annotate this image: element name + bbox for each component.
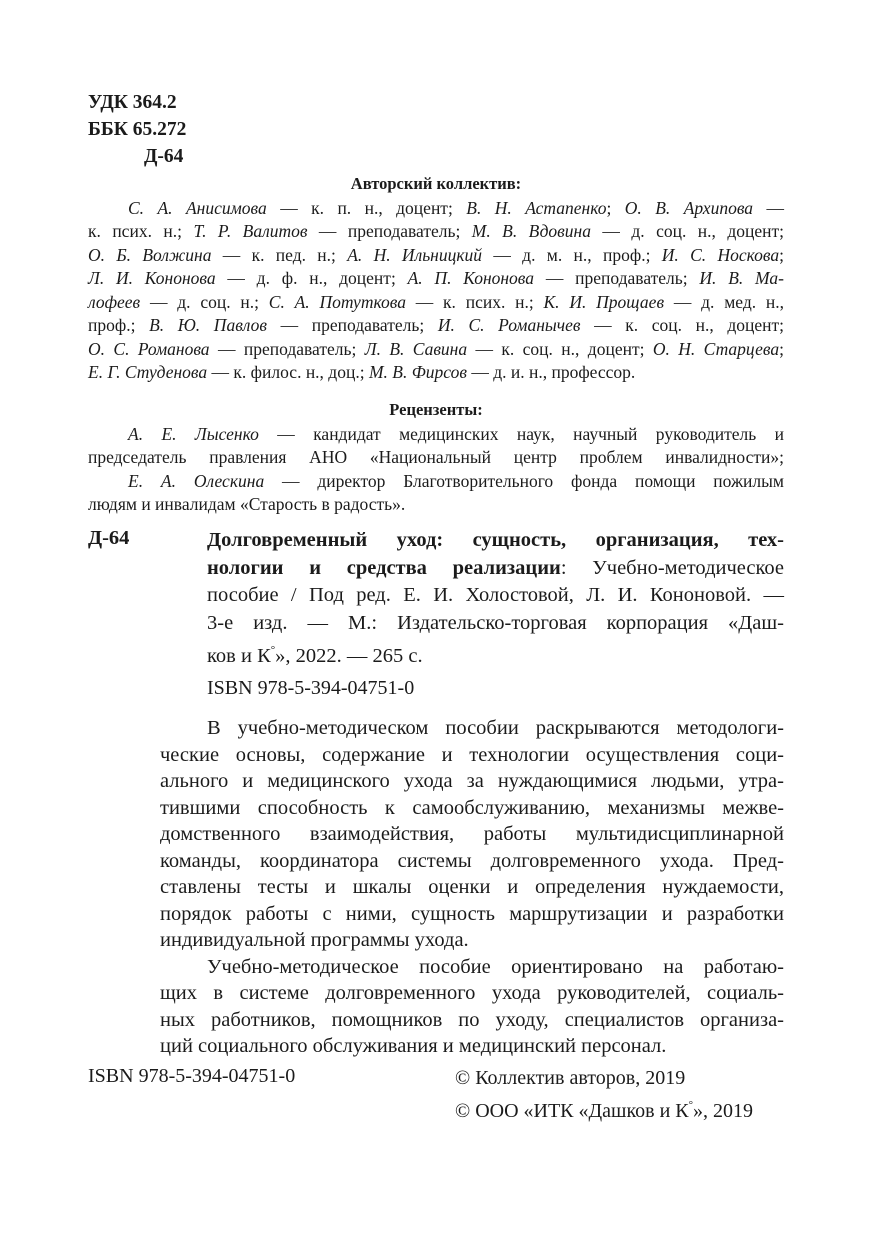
person-name: лофеев — [88, 291, 141, 312]
person-name: А. Е. Лысенко — [128, 423, 259, 444]
person-details: — преподаватель; — [307, 221, 472, 241]
person-name: И. С. Носкова — [661, 244, 780, 265]
person-details: председатель правления АНО «Национальный центр проблем инвалидности»; — [88, 447, 784, 467]
classification-codes — [88, 89, 186, 170]
entry-code: Д-64 — [88, 527, 130, 549]
person-name: И. В. Ма- — [699, 268, 784, 288]
authors-title: Авторский коллектив: — [350, 174, 522, 193]
person-name: О. Б. Волжина — [88, 244, 212, 265]
person-details: ; — [779, 338, 784, 359]
person-details: — д. мед. н., — [664, 291, 785, 312]
authors-line — [88, 338, 784, 362]
person-details: — к. соц. н., доцент; — [467, 338, 653, 359]
person-details: ; — [606, 197, 625, 218]
annotation-line: порядок работы с ними, сущность маршрутизации и разработки — [160, 902, 784, 925]
person-details: — к. пед. н.; — [211, 244, 348, 265]
annotation — [160, 715, 784, 1060]
person-details: — — [753, 197, 784, 218]
person-name: А. П. Кононова — [407, 268, 535, 288]
isbn-footer: ISBN 978-5-394-04751-0 — [88, 1065, 296, 1087]
person-name: А. Н. Ильницкий — [347, 244, 483, 265]
reviewers-title: Рецензенты: — [389, 400, 483, 419]
annotation-paragraph-2 — [160, 954, 784, 1060]
book-title-part2: нологии и средства реализации — [207, 556, 561, 579]
authors-line — [88, 314, 784, 338]
person-details: — к. соц. н., доцент; — [580, 315, 784, 335]
book-editors: пособие / Под ред. Е. И. Холостовой, Л. И. Кононовой. — — [207, 584, 784, 606]
person-details: — д. соц. н., доцент; — [590, 221, 784, 241]
annotation-line: Учебно-методическое пособие ориентировано на работаю- — [207, 955, 784, 978]
authors-line — [88, 291, 784, 315]
copyright-publisher — [455, 1092, 753, 1125]
annotation-line: ных работников, помощников по уходу, специалистов организа- — [160, 1008, 784, 1031]
person-name: Л. И. Кононова — [88, 268, 216, 288]
person-details: — д. соц. н.; — [140, 291, 269, 312]
annotation-line: ального и медицинского ухода за нуждающимися людьми, утра- — [160, 770, 784, 792]
annotation-line: ческие основы, содержание и технологии осуществления соци- — [160, 743, 784, 766]
person-name: М. В. Фирсов — [368, 362, 467, 382]
reviewers-line — [88, 470, 784, 494]
reviewers-list — [88, 423, 784, 517]
person-details: — к. п. н., доцент; — [266, 197, 467, 218]
udk-code: УДК 364.2 — [88, 92, 177, 113]
person-details: — кандидат медицинских наук, научный руководитель и — [258, 423, 784, 444]
person-name: В. Н. Астапенко — [466, 197, 607, 218]
person-name: С. А. Потуткова — [268, 291, 406, 312]
book-title-part1: Долговременный уход: сущность, организация, тех- — [207, 529, 784, 551]
person-name: С. А. Анисимова — [128, 197, 267, 218]
person-name: Е. Г. Студенова — [88, 362, 208, 382]
annotation-line: В учебно-методическом пособии раскрываются методологи- — [207, 717, 784, 739]
person-details: — д. ф. н., доцент; — [215, 268, 408, 288]
reviewers-line — [88, 446, 784, 470]
bibliographic-entry — [207, 527, 784, 671]
person-details: — преподаватель; — [266, 315, 438, 335]
annotation-line: щих в системе долговременного ухода руководителей, социаль- — [160, 982, 784, 1004]
publisher-name-end: ков и К — [207, 645, 271, 667]
person-details: — преподаватель; — [534, 268, 700, 288]
person-name: Т. Р. Валитов — [193, 221, 308, 241]
degree-mark: ° — [688, 1099, 694, 1111]
person-details: — преподаватель; — [209, 338, 365, 359]
person-name: Л. В. Савина — [364, 338, 468, 359]
person-name: В. Ю. Павлов — [149, 315, 267, 335]
book-publisher: 3-е изд. — М.: Издательско-торговая корпорация «Даш- — [207, 611, 784, 634]
person-details: ; — [779, 244, 784, 265]
reviewers-block — [88, 398, 784, 517]
person-details: к. псих. н.; — [88, 221, 194, 241]
copyright-block — [455, 1065, 753, 1125]
authors-line — [88, 267, 784, 291]
copyright-publisher-text: © ООО «ИТК «Дашков и К — [455, 1100, 689, 1122]
person-details: — к. филос. н., доц.; — [207, 362, 369, 382]
annotation-line: ставлены тесты и шкалы оценки и определения нуждаемости, — [160, 876, 784, 898]
person-details: проф.; — [88, 315, 150, 335]
person-name: М. В. Вдовина — [471, 221, 591, 241]
person-name: Е. А. Олескина — [128, 470, 265, 491]
person-details: людям и инвалидам «Старость в радость». — [88, 494, 406, 514]
person-details: — д. м. н., проф.; — [482, 244, 662, 265]
person-details: — директор Благотворительного фонда помощи пожилым — [264, 470, 784, 491]
person-details: — д. и. н., профессор. — [466, 362, 636, 382]
authors-list — [88, 197, 784, 385]
annotation-paragraph-1 — [160, 715, 784, 954]
person-name: О. Н. Старцева — [652, 338, 780, 359]
authors-block — [88, 172, 784, 385]
authors-line — [88, 197, 784, 221]
degree-mark: ° — [270, 644, 276, 656]
book-year-pages: », 2022. — 265 с. — [275, 645, 423, 667]
reviewers-line — [88, 493, 784, 517]
person-name: О. С. Романова — [88, 338, 210, 359]
person-name: К. И. Прощаев — [543, 291, 665, 312]
authors-line — [88, 244, 784, 268]
bbk-code: ББК 65.272 — [88, 119, 187, 140]
author-sign: Д-64 — [144, 146, 184, 167]
person-name: И. С. Романычев — [437, 315, 581, 335]
copyright-authors: © Коллектив авторов, 2019 — [455, 1067, 686, 1089]
annotation-line: команды, координатора системы долговременного ухода. Пред- — [160, 849, 784, 872]
person-details: — к. псих. н.; — [405, 291, 544, 312]
reviewers-line — [88, 423, 784, 447]
annotation-line: ций социального обслуживания и медицинский персонал. — [160, 1035, 667, 1057]
book-type: : Учебно-методическое — [560, 556, 785, 579]
copyright-year: », 2019 — [693, 1100, 754, 1122]
authors-line — [88, 220, 784, 244]
annotation-line: тившими способность к самообслуживанию, механизмы межве- — [160, 796, 784, 819]
person-name: О. В. Архипова — [624, 197, 754, 218]
annotation-line: домственного взаимодействия, работы мультидисциплинарной — [160, 823, 784, 845]
isbn-main: ISBN 978-5-394-04751-0 — [207, 677, 415, 699]
annotation-line: индивидуальной программы ухода. — [160, 929, 469, 951]
authors-line — [88, 361, 784, 385]
